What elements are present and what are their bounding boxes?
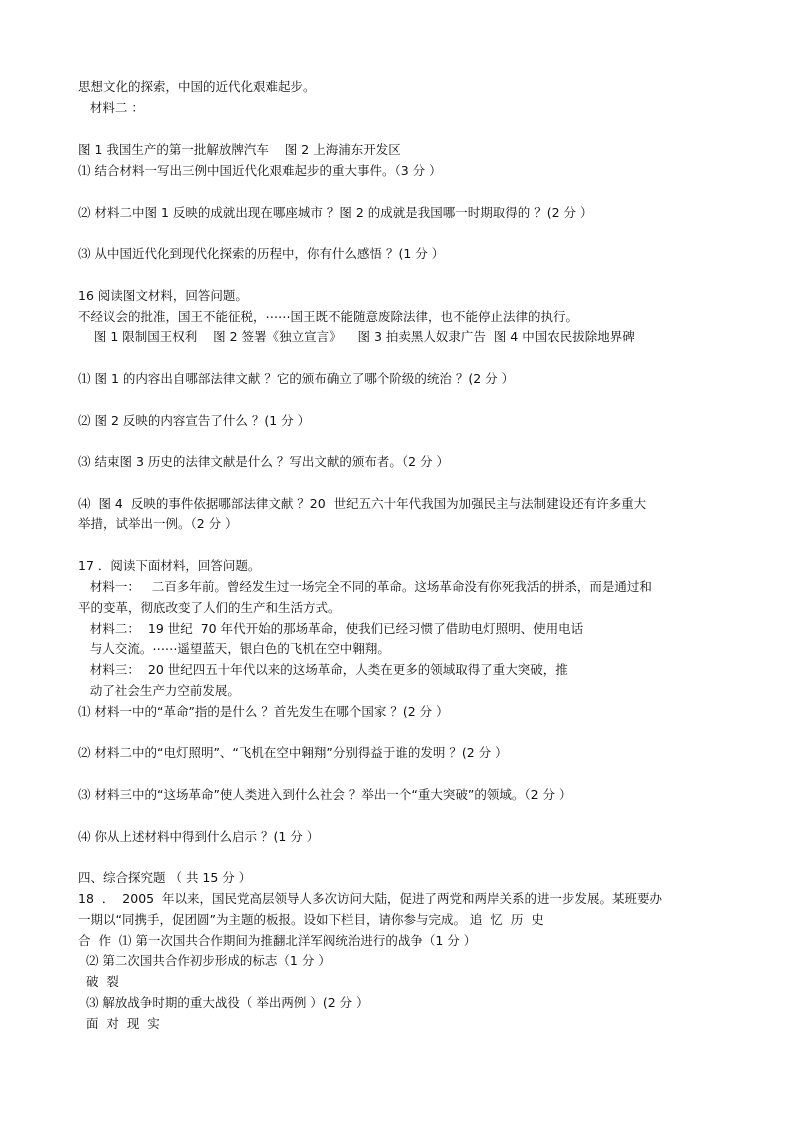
question-item: ⑴ 材料一中的“革命”指的是什么 ？首先发生在哪个国家 ？(2 分 ） bbox=[78, 704, 449, 719]
figure-captions: 图 1 限制国王权利 图 2 签署《独立宣言》 图 3 拍卖黑人奴隶广告 图 4 中国农民拔除地界碑 bbox=[78, 329, 635, 344]
question-heading: 16 阅读图文材料，回答问题。 bbox=[78, 288, 248, 303]
board-section-reality: 面 对 现 实 bbox=[78, 1016, 160, 1031]
text-line: 举措，试举出一例。（2 分 ） bbox=[78, 516, 238, 531]
question-item: ⑶ 结束图 3 历史的法律文献是什么 ？写出文献的颁布者。（2 分 ） bbox=[78, 454, 449, 469]
question-item: ⑷ 你从上述材料中得到什么启示 ？(1 分 ） bbox=[78, 829, 320, 844]
text-line: 一期以“同携手，促团圆”为主题的板报。设如下栏目，请你参与完成。 追 忆 历 史 bbox=[78, 912, 544, 927]
question-item: ⑷ 图 4 反映的事件依据哪部法律文献 ？20 世纪五六十年代我国为加强民主与法制建设还有许多重大 bbox=[78, 496, 647, 511]
material-two-label: 材料二 ： bbox=[78, 100, 144, 115]
text-line: 不经议会的批准，国王不能征税，⋯⋯国王既不能随意废除法律，也不能停止法律的执行。 bbox=[78, 309, 579, 324]
board-section-rupture: 破 裂 bbox=[78, 974, 119, 989]
material-text: 平的变革，彻底改变了人们的生产和生活方式。 bbox=[78, 600, 341, 615]
question-item: ⑶ 材料三中的“这场革命”使人类进入到什么社会 ？举出一个“重大突破”的领域。（2 分 ） bbox=[78, 787, 572, 802]
question-item: ⑵ 第二次国共合作初步形成的标志（1 分 ） bbox=[78, 953, 331, 968]
question-item: ⑵ 材料二中的“电灯照明”、“飞机在空中翱翔”分别得益于谁的发明 ？(2 分 ） bbox=[78, 745, 508, 760]
section-heading: 四、综合探究题 （ 共 15 分 ） bbox=[78, 870, 252, 885]
material-text: 与人交流。⋯⋯遥望蓝天，银白色的飞机在空中翱翔。 bbox=[78, 641, 390, 656]
question-item: ⑶ 解放战争时期的重大战役（ 举出两例 ）(2 分 ） bbox=[78, 995, 369, 1010]
figure-captions: 图 1 我国生产的第一批解放牌汽车 图 2 上海浦东开发区 bbox=[78, 142, 401, 157]
material-text: 动了社会生产力空前发展。 bbox=[78, 683, 240, 698]
question-heading: 18 ． 2005 年以来，国民党高层领导人多次访问大陆，促进了两党和两岸关系的进一步发展。某班要办 bbox=[78, 891, 663, 906]
material-text: 材料一： 二百多年前。曾经发生过一场完全不同的革命。这场革命没有你死我活的拼杀，而是通过和 bbox=[78, 579, 652, 594]
material-text: 材料二： 19 世纪 70 年代开始的那场革命，使我们已经习惯了借助电灯照明、使用电话 bbox=[78, 621, 584, 636]
question-item: ⑵ 材料二中图 1 反映的成就出现在哪座城市 ？图 2 的成就是我国哪一时期取得的 ？(2 分 ） bbox=[78, 205, 593, 220]
text-line: 思想文化的探索，中国的近代化艰难起步。 bbox=[78, 79, 316, 94]
question-item: ⑶ 从中国近代化到现代化探索的历程中，你有什么感悟 ？(1 分 ） bbox=[78, 246, 445, 261]
question-item: ⑵ 图 2 反映的内容宣告了什么 ？(1 分 ） bbox=[78, 413, 311, 428]
question-heading: 17 ．阅读下面材料，回答问题。 bbox=[78, 558, 261, 573]
question-item: ⑴ 结合材料一写出三例中国近代化艰难起步的重大事件。（3 分 ） bbox=[78, 163, 442, 178]
board-section-cooperation: 合 作 ⑴ 第一次国共合作期间为推翻北洋军阀统治进行的战争（1 分 ） bbox=[78, 933, 477, 948]
question-item: ⑴ 图 1 的内容出自哪部法律文献 ？它的颁布确立了哪个阶级的统治 ？(2 分 ） bbox=[78, 371, 515, 386]
material-text: 材料三： 20 世纪四五十年代以来的这场革命，人类在更多的领域取得了重大突破，推 bbox=[78, 662, 568, 677]
